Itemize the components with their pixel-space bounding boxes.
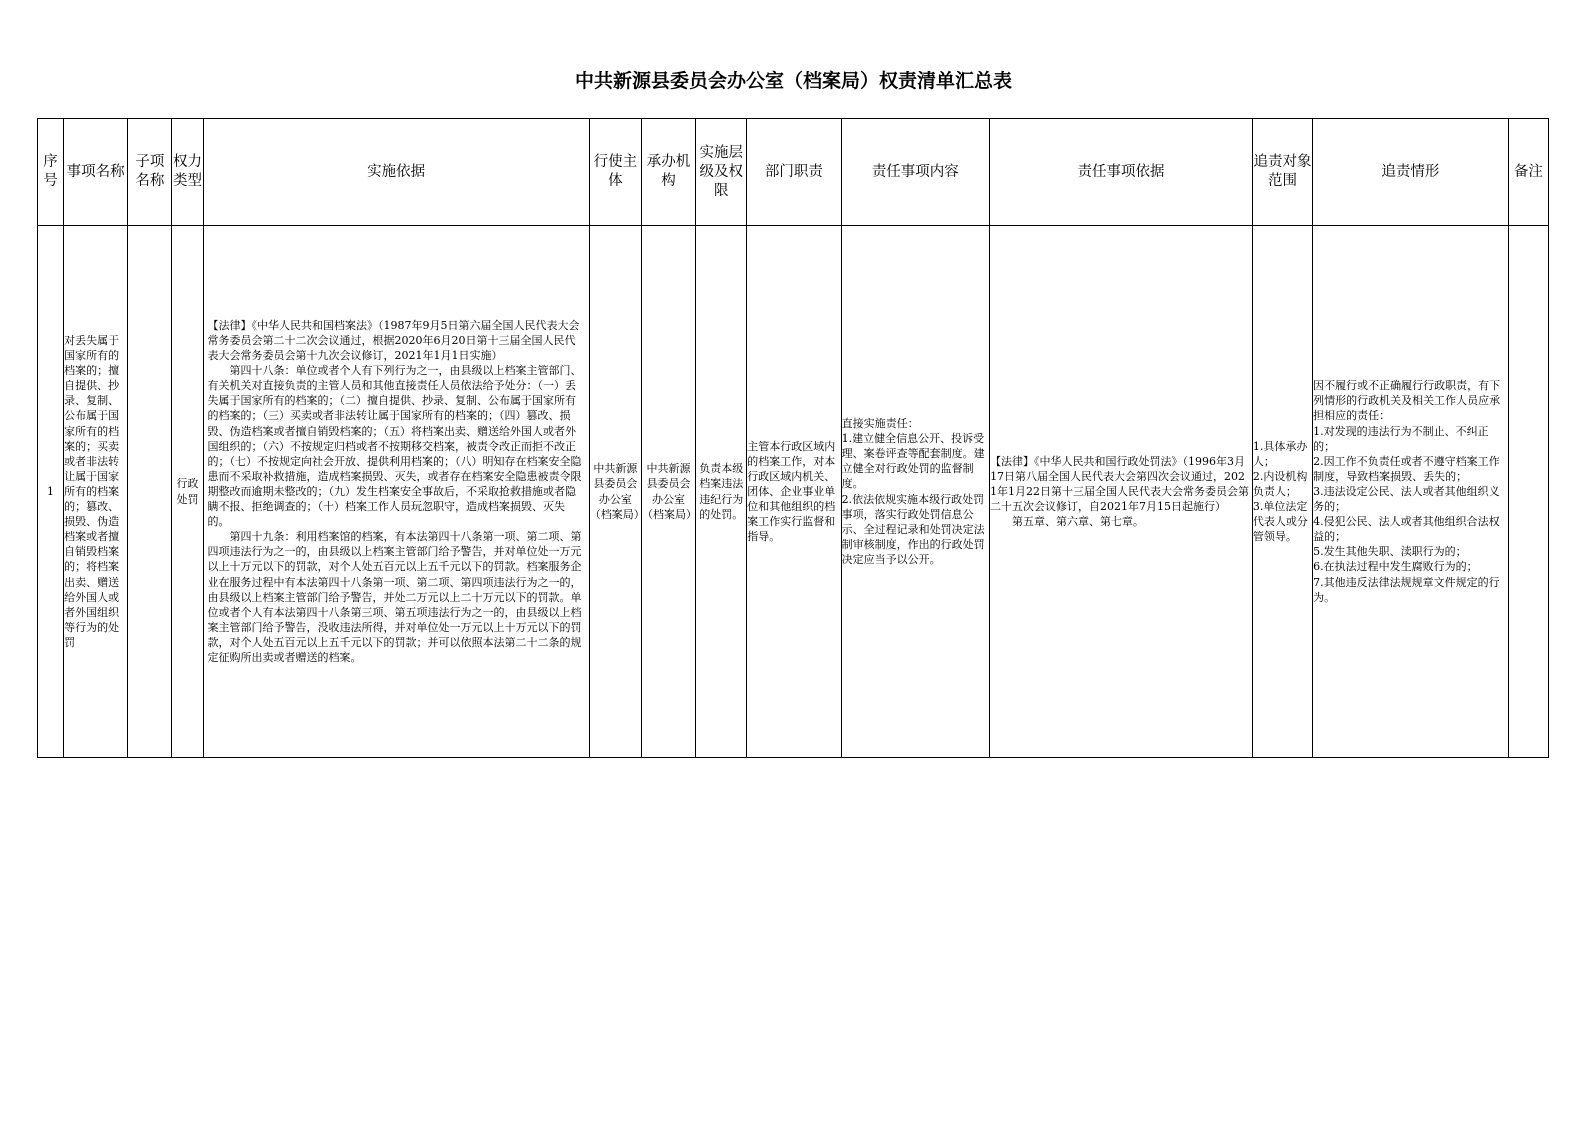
cell-power-type: 行政处罚 [172,226,203,758]
cell-organ: 中共新源县委员会办公室（档案局） [641,226,695,758]
header-resp-content: 责任事项内容 [841,119,989,226]
header-remarks: 备注 [1508,119,1548,226]
header-seq: 序号 [38,119,64,226]
header-organ: 承办机构 [641,119,695,226]
page-title: 中共新源县委员会办公室（档案局）权责清单汇总表 [574,70,1012,92]
header-account-scope: 追责对象范围 [1252,119,1312,226]
header-sub-item-name: 子项名称 [128,119,172,226]
cell-seq: 1 [38,226,64,758]
header-row [38,119,1549,226]
cell-basis: 【法律】《中华人民共和国档案法》（1987年9月5日第六届全国人民代表大会常务委员会第二十二次会议通过，根据2020年6月20日第十三届全国人民代表大会常务委员会第十九次会议修订，2021年1月1日实施） 第四十八条：单位或者个人有下列行为之一，由县级以上档案主管部门、有关机关对直接负责的主管人员和其他直接责任人员依法给予处分：（一）丢失属于国家所有的档案的；（二）擅自提供、抄录、复制、公布属于国家所有的档案的；（三）买卖或者非法转让属于国家所有的档案的；（四）篡改、损毁、伪造档案或者擅自销毁档案的；（五）将档案出卖、赠送给外国人或者外国组织的；（六）不按规定归档或者不按期移交档案，被责令改正而拒不改正的；（七）不按规定向社会开放、提供利用档案的；（八）明知存在档案安全隐患而不采取补救措施，造成档案损毁、灭失，或者存在档案安全隐患被责令限期整改而逾期未整改的；（九）发生档案安全事故后，不采取抢救措施或者隐瞒不报、拒绝调查的；（十）档案工作人员玩忽职守，造成档案损毁、灭失的。 第四十九条：利用档案馆的档案，有本法第四十八条第一项、第二项、第四项违法行为之一的，由县级以上档案主管部门给予警告，并对单位处一万元以上十万元以下的罚款，对个人处五百元以上五千元以下的罚款。档案服务企业在服务过程中有本法第四十八条第一项、第二项、第四项违法行为之一的，由县级以上档案主管部门给予警告，并处二万元以上二十万元以下的罚款。单位或者个人有本法第四十八条第三项、第五项违法行为之一的，由县级以上档案主管部门给予警告，没收违法所得，并对单位处一万元以上十万元以下的罚款，对个人处五百元以上五千元以下的罚款；并可以依照本法第二十二条的规定征购所出卖或者赠送的档案。 [203,226,589,758]
cell-subject: 中共新源县委员会办公室（档案局） [589,226,641,758]
header-account-cases: 追责情形 [1313,119,1509,226]
cell-resp-content: 直接实施责任： 1.建立健全信息公开、投诉受理、案卷评查等配套制度。建立健全对行政处罚的监督制度。 2.依法依规实施本级行政处罚事项，落实行政处罚信息公示、全过程记录和处罚决定法制审核制度，作出的行政处罚决定应当予以公开。 [841,226,989,758]
cell-level: 负责本级档案违法违纪行为的处罚。 [696,226,747,758]
cell-account-cases: 因不履行或不正确履行行政职责，有下列情形的行政机关及相关工作人员应承担相应的责任： 1.对发现的违法行为不制止、不纠正的； 2.因工作不负责任或者不遵守档案工作制度，导致档案损毁、丢失的； 3.违法设定公民、法人或者其他组织义务的； 4.侵犯公民、法人或者其他组织合法权益的； 5.发生其他失职、渎职行为的； 6.在执法过程中发生腐败行为的； 7.其他违反法律法规规章文件规定的行为。 [1313,226,1509,758]
cell-account-scope: 1.具体承办人； 2.内设机构负责人； 3.单位法定代表人或分管领导。 [1252,226,1312,758]
header-power-type: 权力类型 [172,119,203,226]
cell-remarks [1508,226,1548,758]
header-basis: 实施依据 [203,119,589,226]
cell-dept-duty: 主管本行政区域内的档案工作，对本行政区域内机关、团体、企业事业单位和其他组织的档案工作实行监督和指导。 [747,226,841,758]
responsibility-list-table [37,118,1549,758]
header-resp-basis: 责任事项依据 [990,119,1253,226]
header-subject: 行使主体 [589,119,641,226]
cell-item-name: 对丢失属于国家所有的档案的；擅自提供、抄录、复制、公布属于国家所有的档案的；买卖或者非法转让属于国家所有的档案的；篡改、损毁、伪造档案或者擅自销毁档案的；将档案出卖、赠送给外国人或者外国组织等行为的处罚 [64,226,128,758]
header-level: 实施层级及权限 [696,119,747,226]
table-row [38,226,1549,758]
header-item-name: 事项名称 [64,119,128,226]
cell-sub-item-name [128,226,172,758]
header-dept-duty: 部门职责 [747,119,841,226]
cell-resp-basis: 【法律】《中华人民共和国行政处罚法》（1996年3月17日第八届全国人民代表大会第四次会议通过，2021年1月22日第十三届全国人民代表大会常务委员会第二十五次会议修订，自2021年7月15日起施行） 第五章、第六章、第七章。 [990,226,1253,758]
